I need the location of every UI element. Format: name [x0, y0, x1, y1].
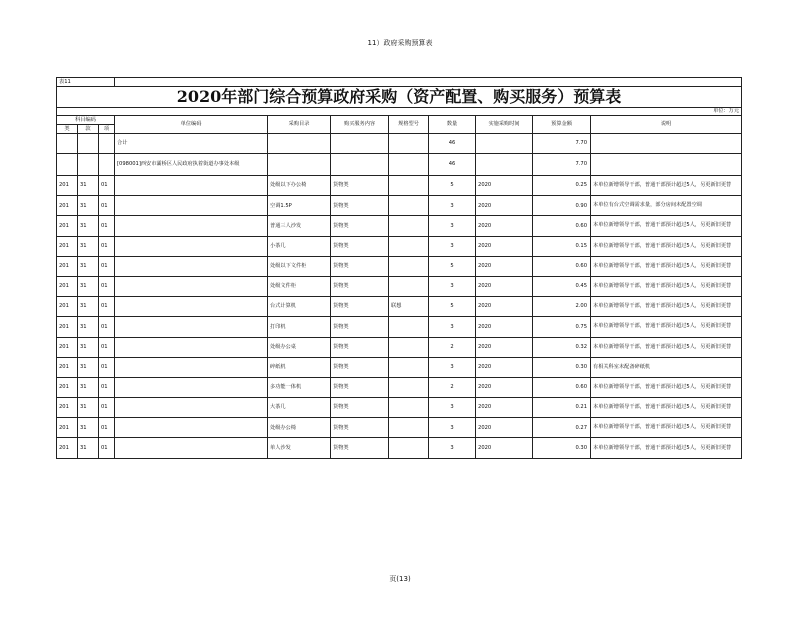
subject-xiang: 01: [99, 297, 115, 317]
remark-cell: 本单位新增领导干部，普通干部预计超过5人，另更新旧更替: [591, 216, 742, 236]
unit-code-cell: [115, 317, 268, 337]
service-content-cell: 货物类: [331, 256, 389, 276]
spec-model-cell: [389, 398, 429, 418]
service-content-cell: 货物类: [331, 297, 389, 317]
spec-model-cell: [389, 216, 429, 236]
catalog-cell: 处级办公桌: [268, 337, 331, 357]
subject-xiang: 01: [99, 236, 115, 256]
unit-code-cell: [115, 438, 268, 458]
header-budget-amount: 预算金额: [533, 116, 591, 134]
budget-amount-cell: 0.30: [533, 357, 591, 377]
subject-lei: 201: [57, 398, 78, 418]
purchase-time-cell: 2020: [476, 196, 533, 216]
spec-model-cell: [389, 317, 429, 337]
subject-lei: 201: [57, 337, 78, 357]
procurement-budget-table: [56, 77, 742, 459]
catalog-cell: 处级办公椅: [268, 418, 331, 438]
quantity-cell: 5: [429, 297, 476, 317]
purchase-time-cell: 2020: [476, 438, 533, 458]
budget-amount-cell: 0.30: [533, 438, 591, 458]
subject-lei: 201: [57, 438, 78, 458]
unit-code-cell: [115, 196, 268, 216]
subject-lei: 201: [57, 317, 78, 337]
subject-xiang: 01: [99, 317, 115, 337]
header-quantity: 数量: [429, 116, 476, 134]
spec-model-cell: [389, 276, 429, 296]
purchase-time-cell: 2020: [476, 337, 533, 357]
purchase-time-cell: 2020: [476, 276, 533, 296]
catalog-cell: 空调1.5P: [268, 196, 331, 216]
sheet-tag: 表11: [57, 78, 115, 87]
table-row: [57, 398, 742, 418]
budget-amount-cell: 0.60: [533, 256, 591, 276]
subject-kuan: 31: [78, 317, 99, 337]
total-label: 合计: [115, 134, 268, 154]
catalog-cell: 小茶几: [268, 236, 331, 256]
service-content-cell: 货物类: [331, 216, 389, 236]
quantity-cell: 5: [429, 256, 476, 276]
subject-xiang: 01: [99, 337, 115, 357]
table-row: [57, 276, 742, 296]
quantity-cell: 2: [429, 377, 476, 397]
purchase-time-cell: 2020: [476, 176, 533, 196]
subject-xiang: 01: [99, 357, 115, 377]
table-row: [57, 418, 742, 438]
spec-model-cell: [389, 438, 429, 458]
subject-kuan: 31: [78, 216, 99, 236]
page-header: 11）政府采购预算表: [367, 39, 433, 47]
page-footer: 页(13): [389, 575, 411, 583]
remark-cell: 本单位新增领导干部，普通干部预计超过5人，另更新旧更替: [591, 337, 742, 357]
remark-cell: 本单位新增领导干部，普通干部预计超过5人，另更新旧更替: [591, 438, 742, 458]
budget-amount-cell: 2.00: [533, 297, 591, 317]
subject-xiang: 01: [99, 377, 115, 397]
budget-amount-cell: 0.45: [533, 276, 591, 296]
spec-model-cell: [389, 196, 429, 216]
quantity-cell: 5: [429, 176, 476, 196]
header-remark: 说明: [591, 116, 742, 134]
remark-cell: 本单位有台式空调需求量，部分房间未配置空调: [591, 196, 742, 216]
subject-lei: 201: [57, 196, 78, 216]
subject-kuan: 31: [78, 236, 99, 256]
unit-code-cell: [115, 236, 268, 256]
total-quantity: 46: [429, 134, 476, 154]
spec-model-cell: 联想: [389, 297, 429, 317]
catalog-cell: 处级文件柜: [268, 276, 331, 296]
subject-lei: 201: [57, 176, 78, 196]
remark-cell: 本单位新增领导干部，普通干部预计超过5人，另更新旧更替: [591, 377, 742, 397]
subject-lei: 201: [57, 256, 78, 276]
quantity-cell: 2: [429, 337, 476, 357]
service-content-cell: 货物类: [331, 377, 389, 397]
header-purchase-time: 实施采购时间: [476, 116, 533, 134]
service-content-cell: 货物类: [331, 357, 389, 377]
subject-kuan: 31: [78, 196, 99, 216]
subject-kuan: 31: [78, 377, 99, 397]
unit-code-cell: [115, 216, 268, 236]
subject-lei: 201: [57, 276, 78, 296]
subject-xiang: 01: [99, 398, 115, 418]
org-row: [57, 154, 742, 176]
catalog-cell: 碎纸机: [268, 357, 331, 377]
spec-model-cell: [389, 357, 429, 377]
remark-cell: 本单位新增领导干部，普通干部预计超过5人，另更新旧更替: [591, 418, 742, 438]
unit-code-cell: [115, 297, 268, 317]
subject-xiang: 01: [99, 438, 115, 458]
spec-model-cell: [389, 377, 429, 397]
remark-cell: 本单位新增领导干部，普通干部预计超过5人，另更新旧更替: [591, 276, 742, 296]
org-name: [098001]西安市灞桥区人民政府执着街道办事处本级: [115, 154, 268, 176]
subject-lei: 201: [57, 377, 78, 397]
budget-amount-cell: 0.75: [533, 317, 591, 337]
service-content-cell: 货物类: [331, 438, 389, 458]
quantity-cell: 3: [429, 438, 476, 458]
spec-model-cell: [389, 236, 429, 256]
budget-amount-cell: 0.25: [533, 176, 591, 196]
catalog-cell: 打印机: [268, 317, 331, 337]
purchase-time-cell: 2020: [476, 256, 533, 276]
unit-code-cell: [115, 398, 268, 418]
subject-kuan: 31: [78, 297, 99, 317]
subject-lei: 201: [57, 236, 78, 256]
service-content-cell: 货物类: [331, 418, 389, 438]
budget-amount-cell: 0.60: [533, 377, 591, 397]
quantity-cell: 3: [429, 317, 476, 337]
catalog-cell: 大茶几: [268, 398, 331, 418]
remark-cell: 本单位新增领导干部，普通干部预计超过5人，另更新旧更替: [591, 176, 742, 196]
purchase-time-cell: 2020: [476, 236, 533, 256]
quantity-cell: 3: [429, 196, 476, 216]
service-content-cell: 货物类: [331, 236, 389, 256]
quantity-cell: 3: [429, 216, 476, 236]
spec-model-cell: [389, 418, 429, 438]
catalog-cell: 多功能一体机: [268, 377, 331, 397]
table-row: [57, 236, 742, 256]
remark-cell: 本单位新增领导干部，普通干部预计超过5人，另更新旧更替: [591, 297, 742, 317]
subject-xiang: 01: [99, 256, 115, 276]
subject-kuan: 31: [78, 256, 99, 276]
purchase-time-cell: 2020: [476, 297, 533, 317]
table-row: [57, 438, 742, 458]
table-title: 2020年部门综合预算政府采购（资产配置、购买服务）预算表: [57, 87, 742, 108]
quantity-cell: 3: [429, 236, 476, 256]
subject-kuan: 31: [78, 357, 99, 377]
subject-xiang: 01: [99, 276, 115, 296]
remark-cell: 有相关科室未配备碎纸机: [591, 357, 742, 377]
table-row: [57, 377, 742, 397]
catalog-cell: 处级以下办公椅: [268, 176, 331, 196]
service-content-cell: 货物类: [331, 398, 389, 418]
subject-kuan: 31: [78, 398, 99, 418]
table-row: [57, 317, 742, 337]
header-unit-code: 单位编码: [115, 116, 268, 134]
budget-amount-cell: 0.60: [533, 216, 591, 236]
table-row: [57, 176, 742, 196]
table-row: [57, 297, 742, 317]
remark-cell: 本单位新增领导干部，普通干部预计超过5人，另更新旧更替: [591, 317, 742, 337]
remark-cell: 本单位新增领导干部，普通干部预计超过5人，另更新旧更替: [591, 398, 742, 418]
purchase-time-cell: 2020: [476, 418, 533, 438]
budget-amount-cell: 0.90: [533, 196, 591, 216]
total-row: [57, 134, 742, 154]
quantity-cell: 3: [429, 276, 476, 296]
header-subject-code: 科目编码: [57, 116, 115, 125]
service-content-cell: 货物类: [331, 337, 389, 357]
service-content-cell: 货物类: [331, 176, 389, 196]
subject-kuan: 31: [78, 418, 99, 438]
service-content-cell: 货物类: [331, 317, 389, 337]
subject-xiang: 01: [99, 196, 115, 216]
subject-kuan: 31: [78, 337, 99, 357]
purchase-time-cell: 2020: [476, 317, 533, 337]
subject-kuan: 31: [78, 176, 99, 196]
subject-kuan: 31: [78, 438, 99, 458]
quantity-cell: 3: [429, 398, 476, 418]
unit-code-cell: [115, 377, 268, 397]
catalog-cell: 普通三人沙发: [268, 216, 331, 236]
remark-cell: 本单位新增领导干部，普通干部预计超过5人，另更新旧更替: [591, 256, 742, 276]
spec-model-cell: [389, 337, 429, 357]
subject-lei: 201: [57, 216, 78, 236]
service-content-cell: 货物类: [331, 276, 389, 296]
quantity-cell: 3: [429, 357, 476, 377]
header-kuan: 款: [78, 125, 99, 134]
quantity-cell: 3: [429, 418, 476, 438]
budget-sheet: [56, 77, 741, 459]
table-row: [57, 196, 742, 216]
header-xiang: 项: [99, 125, 115, 134]
catalog-cell: 处级以下文件柜: [268, 256, 331, 276]
spec-model-cell: [389, 176, 429, 196]
budget-amount-cell: 0.32: [533, 337, 591, 357]
subject-xiang: 01: [99, 418, 115, 438]
total-amount: 7.70: [533, 134, 591, 154]
header-service-content: 购买服务内容: [331, 116, 389, 134]
table-row: [57, 256, 742, 276]
unit-code-cell: [115, 337, 268, 357]
subject-lei: 201: [57, 357, 78, 377]
catalog-cell: 台式计算机: [268, 297, 331, 317]
purchase-time-cell: 2020: [476, 216, 533, 236]
purchase-time-cell: 2020: [476, 377, 533, 397]
unit-code-cell: [115, 176, 268, 196]
unit-label: 单位：万元: [57, 108, 742, 116]
purchase-time-cell: 2020: [476, 398, 533, 418]
header-lei: 类: [57, 125, 78, 134]
budget-amount-cell: 0.27: [533, 418, 591, 438]
budget-amount-cell: 0.21: [533, 398, 591, 418]
subject-xiang: 01: [99, 216, 115, 236]
unit-code-cell: [115, 357, 268, 377]
service-content-cell: 货物类: [331, 196, 389, 216]
remark-cell: 本单位新增领导干部，普通干部预计超过5人，另更新旧更替: [591, 236, 742, 256]
subject-lei: 201: [57, 297, 78, 317]
table-row: [57, 216, 742, 236]
header-spec-model: 规格型号: [389, 116, 429, 134]
subject-lei: 201: [57, 418, 78, 438]
unit-code-cell: [115, 418, 268, 438]
table-row: [57, 337, 742, 357]
subject-kuan: 31: [78, 276, 99, 296]
header-catalog: 采购目录: [268, 116, 331, 134]
table-row: [57, 357, 742, 377]
unit-code-cell: [115, 256, 268, 276]
unit-code-cell: [115, 276, 268, 296]
spec-model-cell: [389, 256, 429, 276]
subject-xiang: 01: [99, 176, 115, 196]
catalog-cell: 单人沙发: [268, 438, 331, 458]
org-quantity: 46: [429, 154, 476, 176]
budget-amount-cell: 0.15: [533, 236, 591, 256]
org-amount: 7.70: [533, 154, 591, 176]
purchase-time-cell: 2020: [476, 357, 533, 377]
